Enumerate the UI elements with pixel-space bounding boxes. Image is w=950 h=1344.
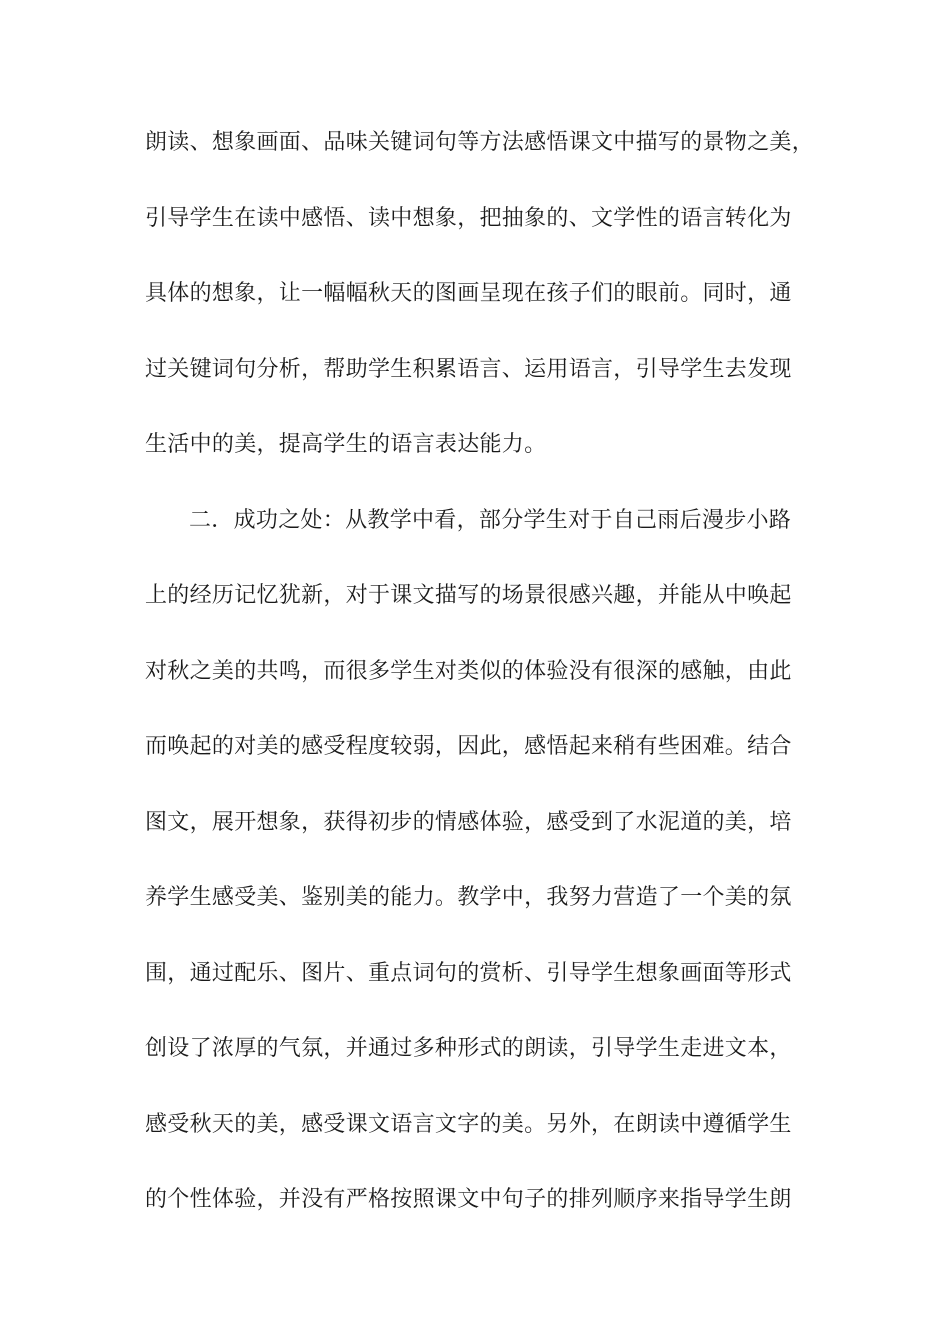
text-line: 引导学生在读中感悟、读中想象，把抽象的、文学性的语言转化为 <box>145 205 792 231</box>
text-line: 而唤起的对美的感受程度较弱，因此，感悟起来稍有些困难。结合 <box>145 734 792 759</box>
text-line: 图文，展开想象，获得初步的情感体验，感受到了水泥道的美，培 <box>145 809 792 835</box>
text-line: 养学生感受美、鉴别美的能力。教学中，我努力营造了一个美的氛 <box>145 885 792 910</box>
document-body <box>145 118 815 1251</box>
text-line: 感受秋天的美，感受课文语言文字的美。另外，在朗读中遵循学生 <box>145 1111 792 1137</box>
text-line: 过关键词句分析，帮助学生积累语言、运用语言，引导学生去发现 <box>145 356 792 382</box>
text-line: 创设了浓厚的气氛，并通过多种形式的朗读，引导学生走进文本， <box>145 1036 792 1061</box>
text-line: 围，通过配乐、图片、重点词句的赏析、引导学生想象画面等形式 <box>145 960 792 986</box>
text-line: 朗读、想象画面、品味关键词句等方法感悟课文中描写的景物之美， <box>145 130 815 155</box>
text-line: 上的经历记忆犹新，对于课文描写的场景很感兴趣，并能从中唤起 <box>145 583 792 608</box>
paragraph-start-line: 二．成功之处：从教学中看，部分学生对于自己雨后漫步小路 <box>189 507 792 533</box>
text-line: 具体的想象，让一幅幅秋天的图画呈现在孩子们的眼前。同时，通 <box>145 281 792 306</box>
text-line: 生活中的美，提高学生的语言表达能力。 <box>145 432 547 457</box>
text-line: 的个性体验，并没有严格按照课文中句子的排列顺序来指导学生朗 <box>145 1187 792 1212</box>
text-line: 对秋之美的共鸣，而很多学生对类似的体验没有很深的感触，由此 <box>145 658 792 684</box>
